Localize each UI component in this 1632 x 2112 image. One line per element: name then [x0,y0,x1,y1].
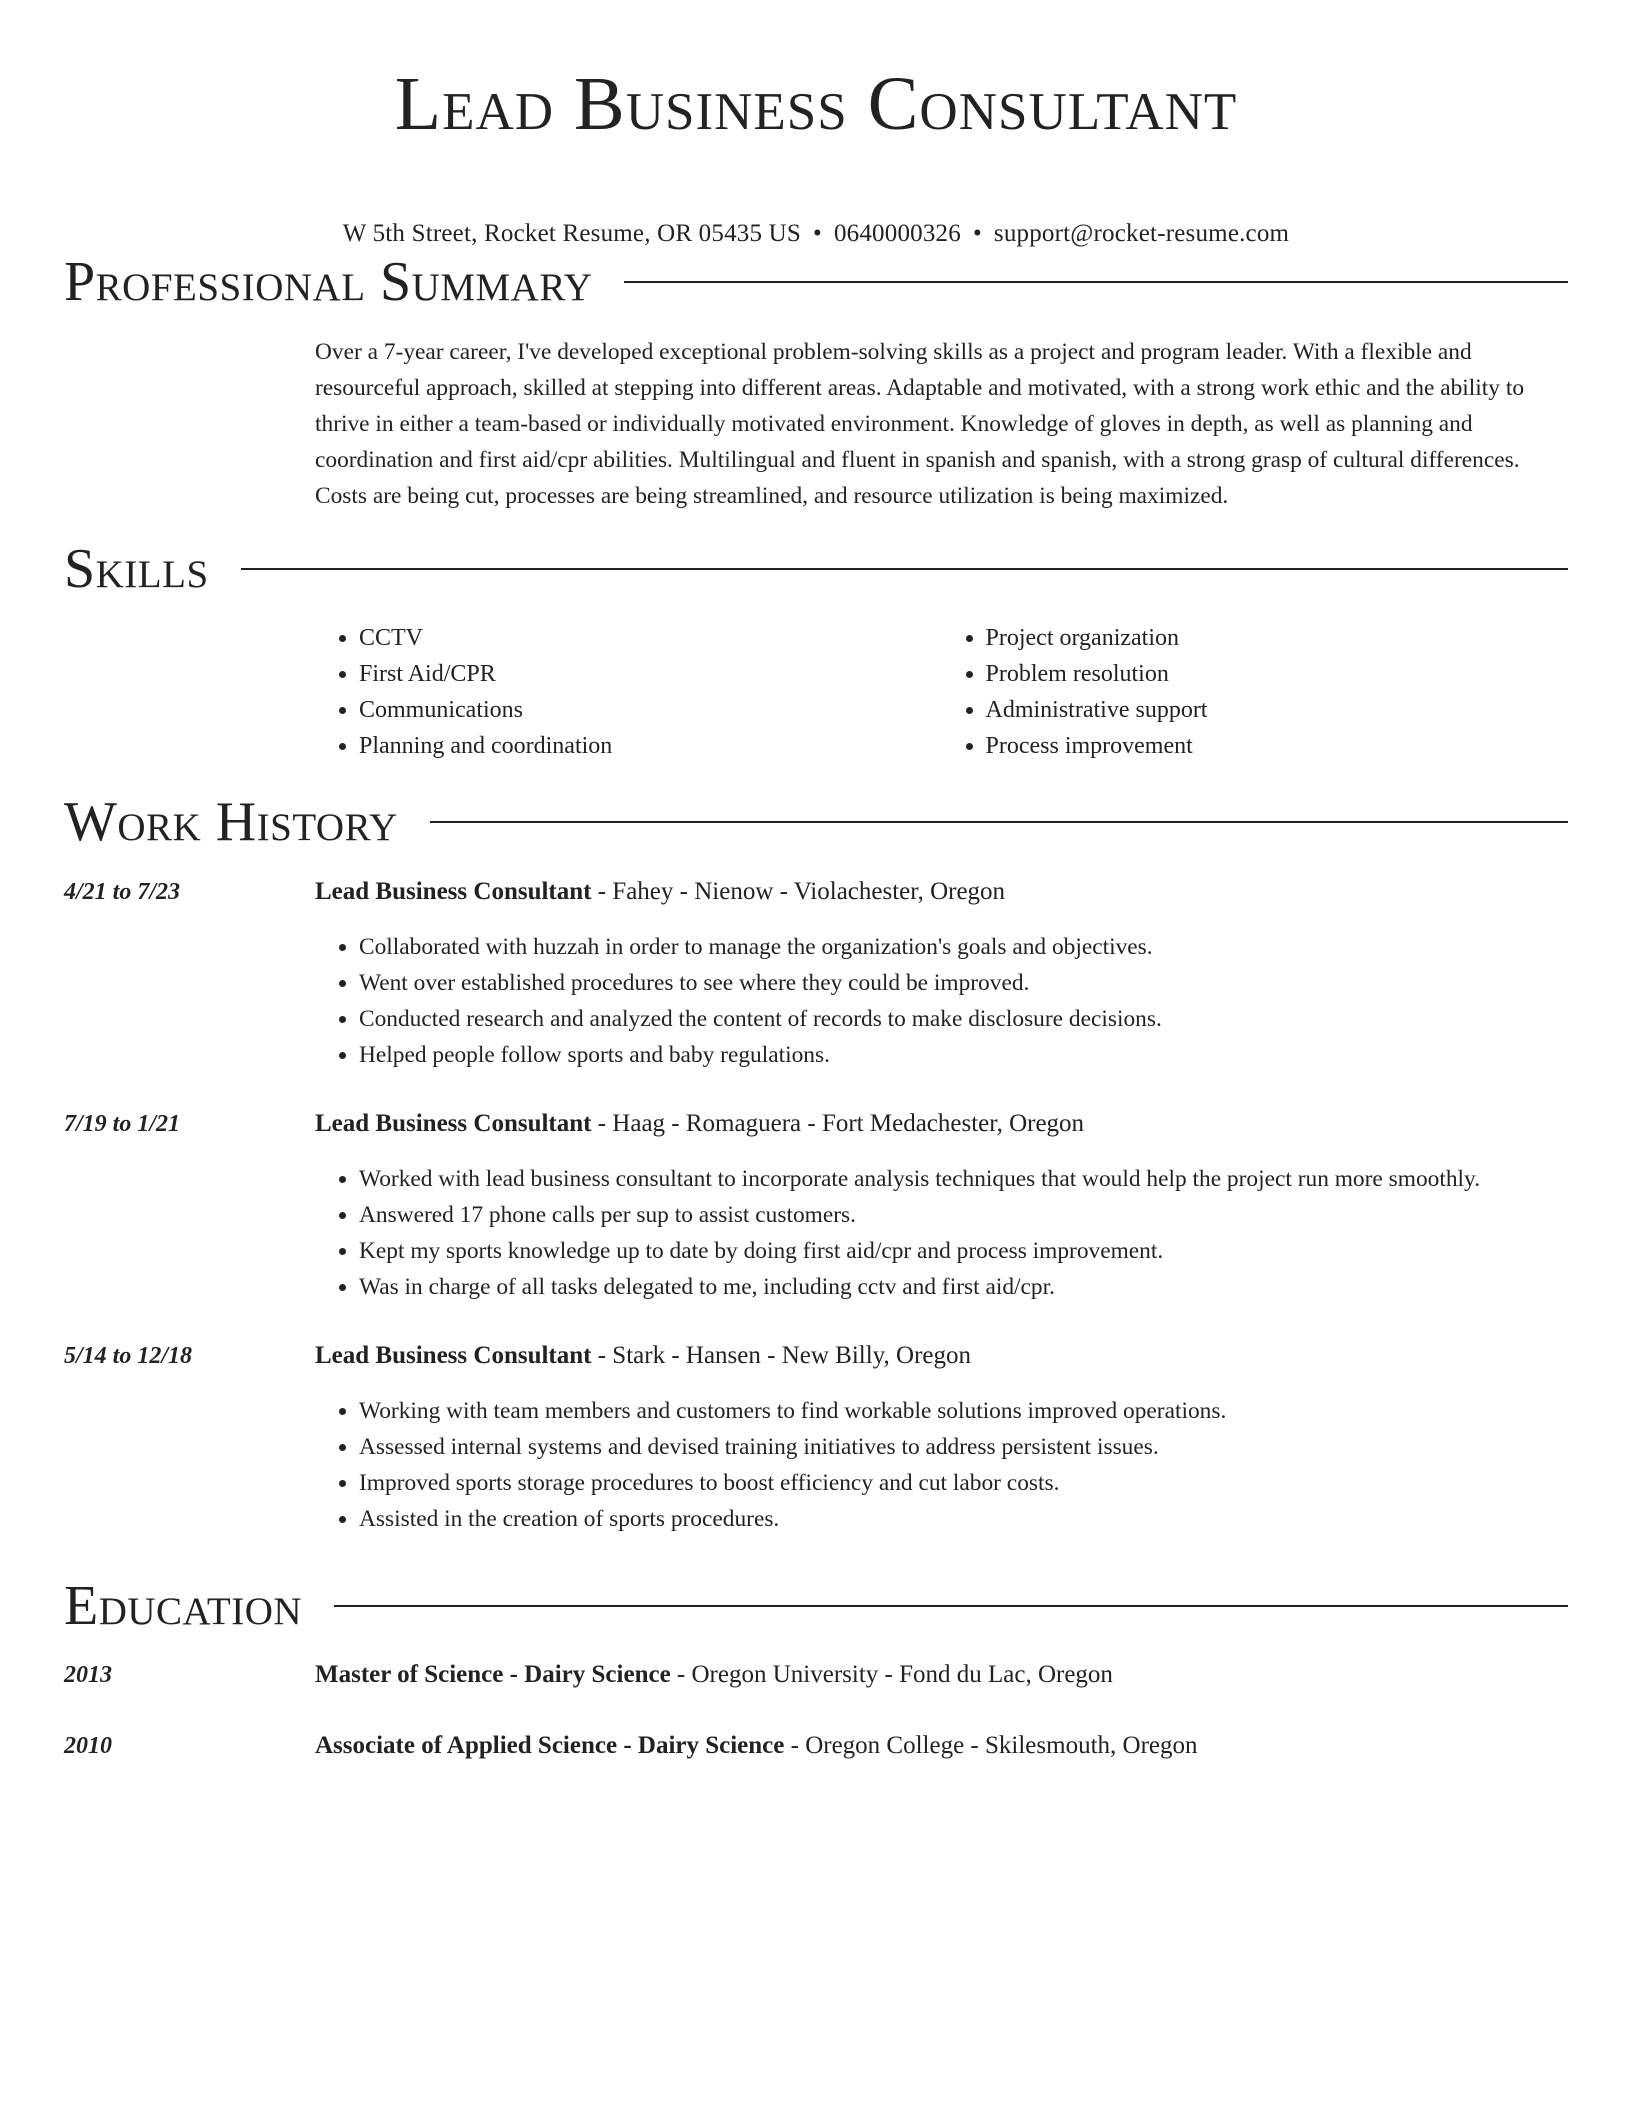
contact-address: W 5th Street, Rocket Resume, OR 05435 US [342,220,801,247]
job-dates: 5/14 to 12/18 [64,1343,193,1369]
contact-separator: • [813,220,822,247]
skill-item: • Problem resolution [986,656,1569,692]
education-section-title: Education [64,1575,303,1637]
skill-item: • Administrative support [986,692,1569,728]
education-heading [315,1659,1113,1691]
education-year: 2010 [64,1733,112,1759]
education-details: - Oregon University - Fond du Lac, Oregon [670,1661,1113,1688]
education-year: 2013 [64,1662,112,1688]
job-bullet: • Went over established procedures to see where they could be improved. [359,965,1568,1001]
skills-section-header [64,537,1568,601]
job-bullets [315,929,1568,1073]
contact-separator: • [972,220,982,247]
job-bullet: • Assessed internal systems and devised training initiatives to address persistent issues. [359,1429,1568,1465]
job-dates: 4/21 to 7/23 [64,879,181,905]
job-bullet: • Helped people follow sports and baby regulations. [359,1037,1568,1073]
skill-item: • Project organization [986,620,1569,656]
skills-column-left [315,620,942,764]
skill-item: • CCTV [359,620,942,656]
job-role: Lead Business Consultant [315,1110,592,1137]
section-divider [241,568,1568,570]
job-details: - Haag - Romaguera - Fort Medachester, Oregon [591,1110,1085,1137]
resume-header [64,0,1568,250]
education-degree: Master of Science - Dairy Science [315,1661,671,1688]
skills-section-title: Skills [64,538,209,600]
skill-item: • Process improvement [986,728,1569,764]
summary-section-title: Professional Summary [64,251,593,313]
summary-text: Over a 7-year career, I've developed exceptional problem-solving skills as a project and program leader. With a flexible and resourceful approach, skilled at stepping into different areas. Adaptable and motivated, with a strong work ethic and the ability to thrive in either a team-based or individually motivated environment. Knowledge of gloves in depth, as well as planning and coordination and first aid/cpr abilities. Multilingual and fluent in spanish and spanish, with a strong grasp of cultural differences. Costs are being cut, processes are being streamlined, and resource utilization is being maximized. [315,339,1525,509]
job-bullets [315,1161,1568,1305]
skills-column-right [942,620,1569,764]
contact-email: support@rocket-resume.com [993,220,1290,247]
contact-phone: 0640000326 [833,220,961,247]
section-divider [430,821,1568,823]
job-role: Lead Business Consultant [315,1342,592,1369]
candidate-name: Lead Business Consultant [394,62,1238,146]
job-bullet: • Answered 17 phone calls per sup to assist customers. [359,1197,1568,1233]
job-details: - Stark - Hansen - New Billy, Oregon [591,1342,972,1369]
job-bullets [315,1393,1568,1537]
job-details: - Fahey - Nienow - Violachester, Oregon [591,878,1006,905]
job-bullet: • Working with team members and customers to find workable solutions improved operations. [359,1393,1568,1429]
job-heading [315,1108,1084,1140]
education-heading [315,1730,1198,1762]
summary-section-header [64,250,1568,314]
job-bullet: • Worked with lead business consultant to incorporate analysis techniques that would help the project run more smoothly. [359,1161,1568,1197]
job-bullet: • Kept my sports knowledge up to date by doing first aid/cpr and process improvement. [359,1233,1568,1269]
work-section-header [64,790,1568,854]
education-details: - Oregon College - Skilesmouth, Oregon [784,1732,1198,1759]
section-divider [334,1605,1568,1607]
job-bullet: • Conducted research and analyzed the content of records to make disclosure decisions. [359,1001,1568,1037]
skill-item: • Planning and coordination [359,728,942,764]
job-bullet: • Collaborated with huzzah in order to manage the organization's goals and objectives. [359,929,1568,965]
skill-item: • Communications [359,692,942,728]
resume-page [64,0,1568,1759]
skill-item: • First Aid/CPR [359,656,942,692]
job-dates: 7/19 to 1/21 [64,1111,181,1137]
work-section-title: Work History [64,791,398,853]
job-bullet: • Was in charge of all tasks delegated to me, including cctv and first aid/cpr. [359,1269,1568,1305]
job-role: Lead Business Consultant [315,878,592,905]
job-heading [315,1340,971,1372]
job-bullet: • Improved sports storage procedures to boost efficiency and cut labor costs. [359,1465,1568,1501]
education-section-header [64,1574,1568,1638]
job-heading [315,876,1005,908]
job-bullet: • Assisted in the creation of sports procedures. [359,1501,1568,1537]
education-degree: Associate of Applied Science - Dairy Science [315,1732,785,1759]
skills-list [315,620,1568,764]
contact-line [64,218,1568,250]
section-divider [624,281,1568,283]
